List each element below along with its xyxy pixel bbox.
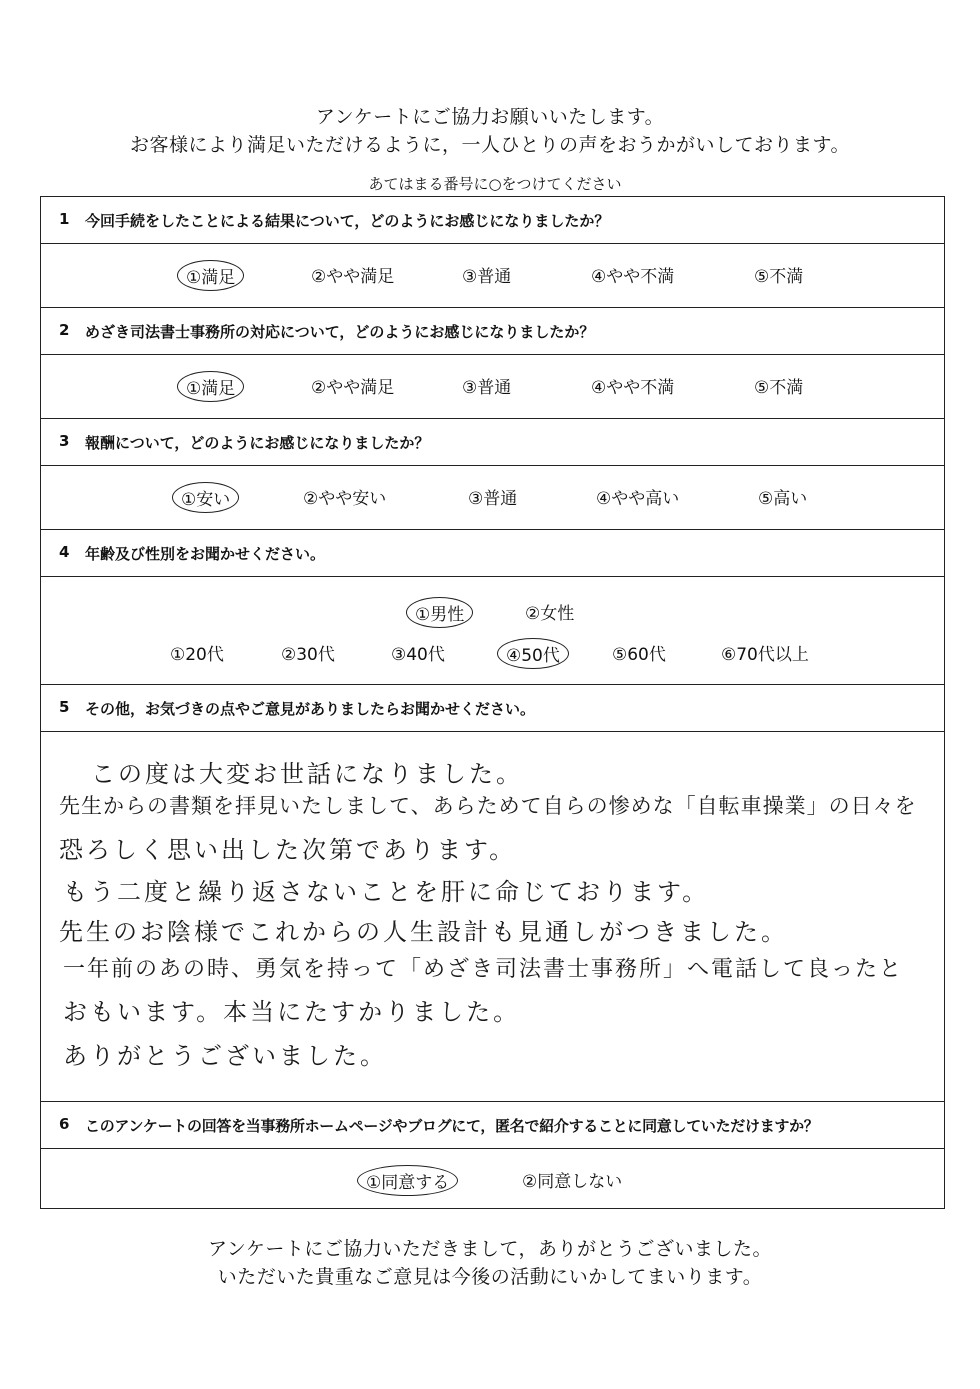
q4-gender-option-2[interactable]: ②女性 (525, 604, 575, 624)
q4-age-option-3[interactable]: ③40代 (391, 645, 445, 665)
question-2-number: 2 (59, 321, 70, 339)
question-5-number: 5 (59, 698, 70, 716)
answer-1 (41, 244, 944, 308)
comment-line-3: 恐ろしく思い出した次第であります。 (59, 836, 517, 864)
comment-line-4: もう二度と繰り返さないことを肝に命じております。 (63, 878, 710, 906)
question-5-text: その他，お気づきの点やご意見がありましたらお聞かせください。 (85, 700, 536, 718)
answer-4 (41, 577, 944, 685)
q3-option-5[interactable]: ⑤高い (758, 489, 808, 509)
answer-5[interactable] (41, 732, 944, 1102)
comment-line-6: 一年前のあの時、勇気を持って「めざき司法書士事務所」へ電話して良ったと (63, 957, 904, 982)
comment-line-1: この度は大変お世話になりました。 (91, 760, 523, 788)
question-3-text: 報酬について，どのようにお感じになりましたか？ (85, 434, 430, 452)
q4-age-option-2[interactable]: ②30代 (281, 645, 335, 665)
q4-age-option-6[interactable]: ⑥70代以上 (721, 645, 809, 665)
question-2 (41, 308, 944, 355)
outro-line-2: いただいた貴重なご意見は今後の活動にいかしてまいります。 (217, 1266, 763, 1288)
q1-option-4[interactable]: ④やや不満 (591, 267, 675, 287)
answer-2 (41, 355, 944, 419)
q1-option-5[interactable]: ⑤不満 (754, 267, 804, 287)
comment-line-7: おもいます。本当にたすかりました。 (63, 998, 521, 1026)
comment-line-2: 先生からの書類を拝見いたしまして、あらためて自らの惨めな「自転車操業」の日々を (59, 794, 917, 818)
intro-line-2: お客様により満足いただけるように，一人ひとりの声をおうかがいしております。 (130, 134, 850, 156)
question-6 (41, 1102, 944, 1149)
q6-option-2[interactable]: ②同意しない (522, 1172, 623, 1192)
q2-option-5[interactable]: ⑤不満 (754, 378, 804, 398)
q4-age-option-1[interactable]: ①20代 (170, 645, 224, 665)
q3-option-2[interactable]: ②やや安い (303, 489, 387, 509)
question-2-text: めざき司法書士事務所の対応について，どのようにお感じになりましたか？ (85, 323, 595, 341)
question-5 (41, 685, 944, 732)
q3-option-4[interactable]: ④やや高い (596, 489, 680, 509)
q1-option-3[interactable]: ③普通 (462, 267, 512, 287)
question-1-text: 今回手続をしたことによる結果について，どのようにお感じになりましたか？ (85, 212, 610, 230)
q2-option-4[interactable]: ④やや不満 (591, 378, 675, 398)
q6-option-1[interactable]: ①同意する (357, 1165, 458, 1196)
q1-option-2[interactable]: ②やや満足 (311, 267, 395, 287)
q3-option-1[interactable]: ①安い (172, 482, 239, 513)
question-1 (41, 197, 944, 244)
survey-form (40, 196, 945, 1209)
comment-line-8: ありがとうございました。 (63, 1042, 387, 1070)
question-3-number: 3 (59, 432, 70, 450)
question-6-number: 6 (59, 1115, 70, 1133)
outro-line-1: アンケートにご協力いただきまして，ありがとうございました。 (208, 1238, 772, 1260)
question-4-text: 年齢及び性別をお聞かせください。 (85, 545, 326, 563)
q2-option-2[interactable]: ②やや満足 (311, 378, 395, 398)
question-4-number: 4 (59, 543, 70, 561)
q4-gender-option-1[interactable]: ①男性 (406, 597, 473, 628)
q1-option-1[interactable]: ①満足 (177, 260, 244, 291)
answer-3 (41, 466, 944, 530)
q3-option-3[interactable]: ③普通 (468, 489, 518, 509)
q2-option-1[interactable]: ①満足 (177, 371, 244, 402)
instruction: あてはまる番号に○をつけてください (368, 175, 622, 193)
answer-6 (41, 1149, 944, 1210)
q4-age-option-4[interactable]: ④50代 (497, 638, 569, 669)
question-3 (41, 419, 944, 466)
intro-line-1: アンケートにご協力お願いいたします。 (315, 106, 665, 128)
question-1-number: 1 (59, 210, 70, 228)
q2-option-3[interactable]: ③普通 (462, 378, 512, 398)
question-6-text: このアンケートの回答を当事務所ホームページやブログにて，匿名で紹介することに同意していただけますか？ (85, 1117, 819, 1135)
q4-age-option-5[interactable]: ⑤60代 (612, 645, 666, 665)
question-4 (41, 530, 944, 577)
comment-line-5: 先生のお陰様でこれからの人生設計も見通しがつきました。 (59, 918, 788, 946)
